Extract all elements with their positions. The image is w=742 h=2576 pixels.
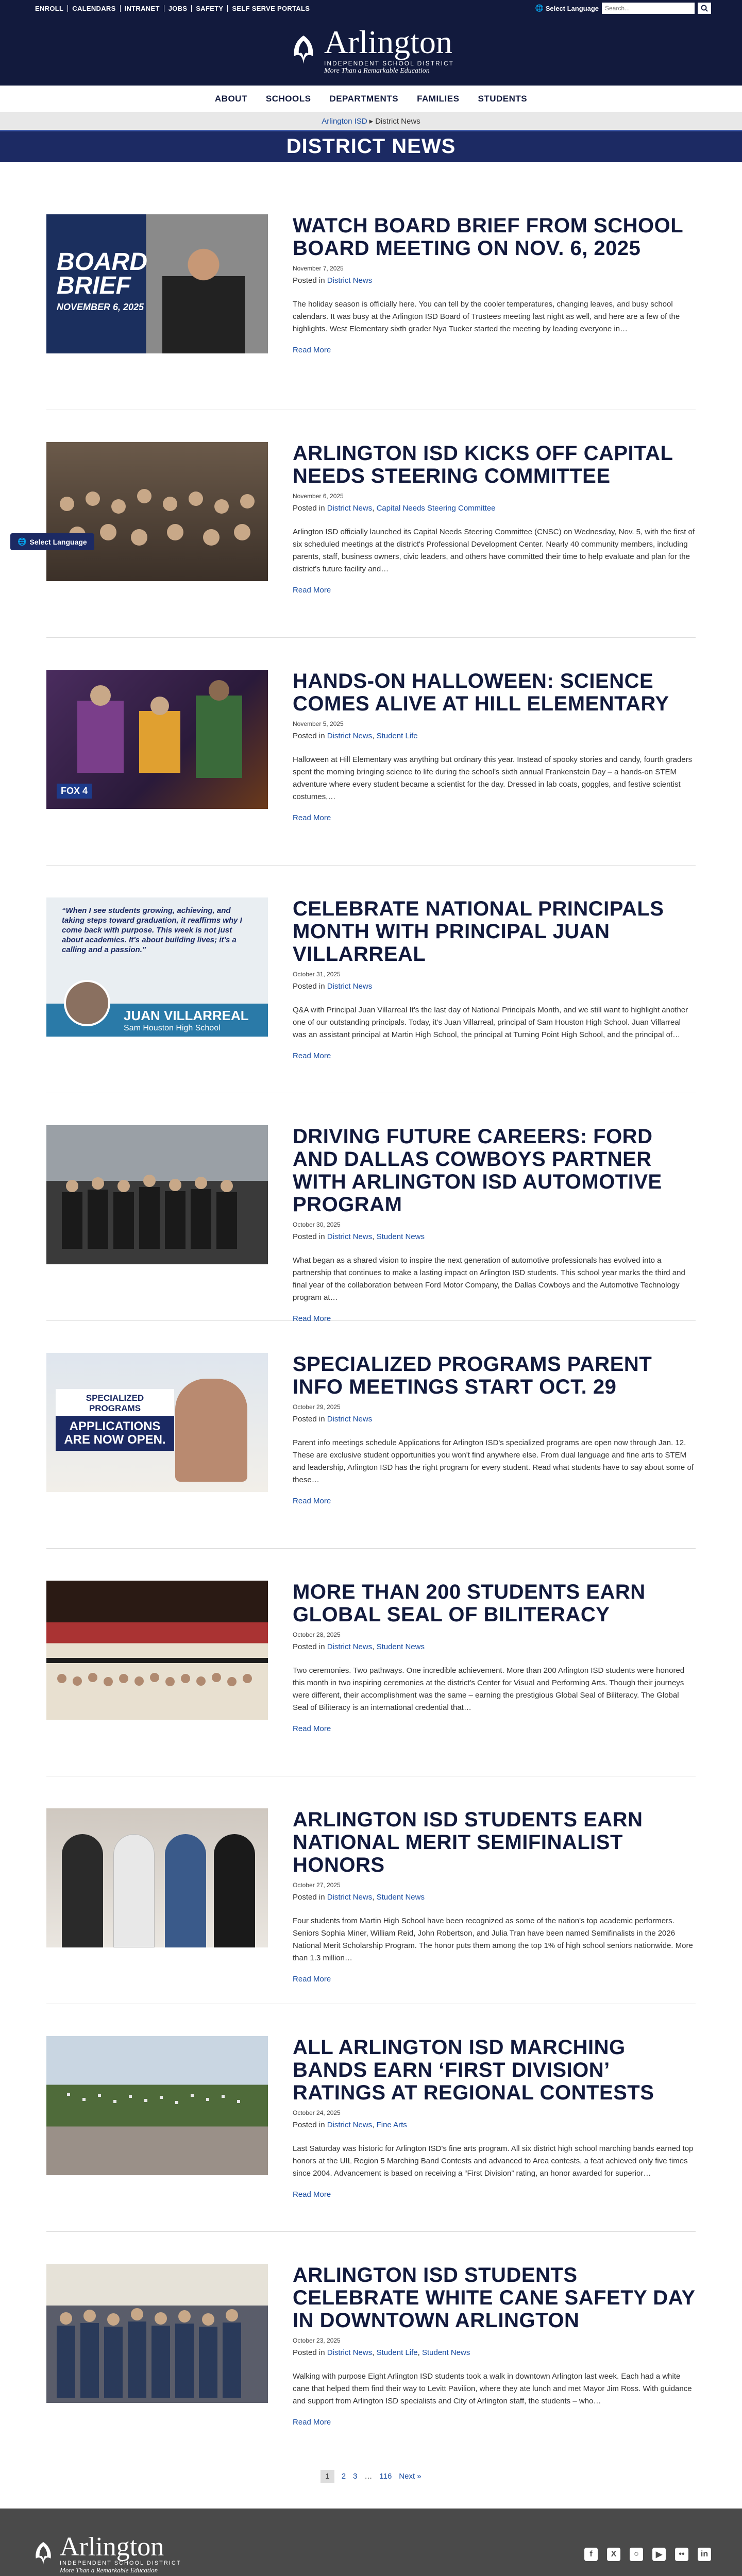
news-article xyxy=(46,638,696,866)
page-ellipsis: … xyxy=(364,2472,373,2481)
article-categories: Posted in District News, Student News xyxy=(293,1893,425,1902)
article-thumbnail[interactable] xyxy=(46,1581,268,1720)
news-article xyxy=(46,1321,696,1549)
article-excerpt: Two ceremonies. Two pathways. One incredible achievement. More than 200 Arlington ISD students were honored this month in two inspiring ceremonies at the district's Center for Visual and Performing Arts. Though their journeys were different, their accomplishment was the same – earning the prestigious Global Seal of Biliteracy. The Global Seal of Biliteracy is an international credential that… xyxy=(293,1666,685,1712)
article-categories: Posted in District News, Student News xyxy=(293,1642,425,1651)
group-photo xyxy=(46,1125,268,1264)
article-thumbnail[interactable] xyxy=(46,442,268,581)
news-article xyxy=(46,2004,696,2232)
article-categories: Posted in District News, Student Life, Student News xyxy=(293,2348,470,2357)
search-icon xyxy=(701,5,708,12)
article-categories: Posted in District News xyxy=(293,1415,373,1423)
fox4-label: FOX 4 xyxy=(57,784,92,799)
breadcrumb xyxy=(0,112,742,130)
category-link[interactable]: District News xyxy=(327,1415,373,1423)
news-article xyxy=(46,866,696,1093)
search-input[interactable] xyxy=(602,3,695,14)
student-figure xyxy=(214,1834,255,1947)
news-article xyxy=(46,1776,696,2004)
logo-name: Arlington xyxy=(324,24,452,60)
article-thumbnail[interactable] xyxy=(46,1808,268,1947)
page-current: 1 xyxy=(321,2470,334,2483)
read-more-link[interactable]: Read More xyxy=(293,346,331,354)
category-link[interactable]: District News xyxy=(327,1232,373,1241)
read-more-link[interactable]: Read More xyxy=(293,586,331,595)
article-categories: Posted in District News, Fine Arts xyxy=(293,2121,407,2129)
category-link[interactable]: Student Life xyxy=(376,732,418,740)
article-categories: Posted in District News, Student News xyxy=(293,1232,425,1241)
article-thumbnail[interactable] xyxy=(46,2036,268,2175)
utility-link-intranet[interactable]: INTRANET xyxy=(121,5,164,12)
article-excerpt: Four students from Martin High School have been recognized as some of the nation's top academic performers. Seniors Sophia Miner, William Reid, John Robertson, and Julia Tran have been named Semifinalists in the 2026 National Merit Scholarship Program. The honor puts them among the top 1% of high school seniors nationwide. More than 1.3 million… xyxy=(293,1917,693,1962)
article-excerpt: Last Saturday was historic for Arlington ISD's fine arts program. All six district high school marching bands earned top honors at the UIL Region 5 Marching Band Contests and advanced to Area contests, a feat achieved only five times since 2004. Advancement is based on receiving a “First Division” rating, an honor awarded for superior… xyxy=(293,2144,694,2178)
read-more-link[interactable]: Read More xyxy=(293,1724,331,1733)
logo-mark-icon xyxy=(31,2540,56,2569)
article-thumbnail[interactable] xyxy=(46,214,268,353)
article-title[interactable]: SPECIALIZED PROGRAMS PARENT INFO MEETINGS START OCT. 29 xyxy=(293,1353,652,1398)
principal-name: JUAN VILLARREAL xyxy=(124,1008,249,1023)
article-date: November 7, 2025 xyxy=(293,265,344,272)
footer-logo-tagline: More Than a Remarkable Education xyxy=(60,2566,158,2574)
linkedin-icon[interactable]: in xyxy=(698,2548,711,2561)
principal-quote: “When I see students growing, achieving, and taking steps toward graduation, it reaffirms why I come back with purpose. This week is not just about academics. It's about building lives; it's a calling and a passion.” xyxy=(62,906,242,954)
article-title[interactable]: ARLINGTON ISD STUDENTS EARN NATIONAL MERIT SEMIFINALIST HONORS xyxy=(293,1808,643,1876)
principal-school: Sam Houston High School xyxy=(124,1024,221,1032)
article-categories: Posted in District News, Capital Needs Steering Committee xyxy=(293,504,496,513)
article-date: October 28, 2025 xyxy=(293,1631,341,1638)
category-link[interactable]: Student News xyxy=(376,1893,425,1902)
article-title[interactable]: ARLINGTON ISD STUDENTS CELEBRATE WHITE CANE SAFETY DAY IN DOWNTOWN ARLINGTON xyxy=(293,2264,695,2332)
article-title[interactable]: HANDS-ON HALLOWEEN: SCIENCE COMES ALIVE AT HILL ELEMENTARY xyxy=(293,670,669,715)
article-thumbnail[interactable] xyxy=(46,1125,268,1264)
article-thumbnail[interactable] xyxy=(46,897,268,1037)
news-article xyxy=(46,1549,696,1776)
category-link[interactable]: District News xyxy=(327,2348,373,2357)
floating-language-label: Select Language xyxy=(29,537,87,546)
category-link[interactable]: District News xyxy=(327,982,373,991)
logo-mark-icon xyxy=(288,33,319,69)
main-nav xyxy=(0,86,742,112)
news-article xyxy=(46,410,696,638)
article-date: October 29, 2025 xyxy=(293,1403,341,1411)
logo-subtitle: INDEPENDENT SCHOOL DISTRICT xyxy=(324,60,454,67)
student-figure xyxy=(113,1834,155,1947)
article-date: November 5, 2025 xyxy=(293,720,344,727)
footer-logo-subtitle: INDEPENDENT SCHOOL DISTRICT xyxy=(60,2560,181,2566)
category-link[interactable]: District News xyxy=(327,1893,373,1902)
article-title[interactable]: WATCH BOARD BRIEF FROM SCHOOL BOARD MEETING ON NOV. 6, 2025 xyxy=(293,214,683,260)
article-excerpt: What began as a shared vision to inspire the next generation of automotive professionals has evolved into a partnership that continues to make a lasting impact on Arlington ISD students. This school year marks the third and final year of the collaboration between Ford Motor Company, the Dallas Cowboys and the Automotive Technology program at… xyxy=(293,1256,685,1302)
article-title[interactable]: ARLINGTON ISD KICKS OFF CAPITAL NEEDS STEERING COMMITTEE xyxy=(293,442,673,487)
article-thumbnail[interactable] xyxy=(46,1353,268,1492)
site-logo[interactable] xyxy=(288,24,454,75)
facebook-icon[interactable]: f xyxy=(584,2548,598,2561)
globe-icon: 🌐 xyxy=(18,537,27,546)
read-more-link[interactable]: Read More xyxy=(293,1314,331,1323)
language-label: Select Language xyxy=(545,4,599,12)
breadcrumb-current: District News xyxy=(375,116,420,126)
board-brief-date: NOVEMBER 6, 2025 xyxy=(57,302,144,312)
breadcrumb-separator: ▸ xyxy=(369,117,374,126)
youtube-icon[interactable]: ▶ xyxy=(652,2548,666,2561)
nav-departments[interactable]: DEPARTMENTS xyxy=(329,93,399,104)
article-title[interactable]: CELEBRATE NATIONAL PRINCIPALS MONTH WITH PRINCIPAL JUAN VILLARREAL xyxy=(293,897,664,965)
read-more-link[interactable]: Read More xyxy=(293,2190,331,2199)
news-article xyxy=(46,182,696,410)
article-date: October 23, 2025 xyxy=(293,2337,341,2344)
article-excerpt: Halloween at Hill Elementary was anything but ordinary this year. Instead of spooky stories and candy, fourth graders spent the morning bringing science to life during the school's sixth annual Frankenstein Day – a hands-on STEM adventure where every student became a scientist for the day. Dressed in lab coats, goggles, and festive scientist costumes,… xyxy=(293,755,693,801)
board-brief-title: BOARD BRIEF xyxy=(57,248,147,299)
page-next[interactable]: Next » xyxy=(399,2472,421,2481)
category-link[interactable]: District News xyxy=(327,1642,373,1651)
article-title[interactable]: MORE THAN 200 STUDENTS EARN GLOBAL SEAL OF BILITERACY xyxy=(293,1581,646,1626)
utility-link-safety[interactable]: SAFETY xyxy=(192,5,228,12)
article-excerpt: Walking with purpose Eight Arlington ISD students took a walk in downtown Arlington last week. Each had a white cane that helped them find their way to Levitt Pavilion, where they ate lunch and met Mayor Jim Ross. With guidance and support from Arlington ISD specialists and City of Arlington staff, the students – who… xyxy=(293,2372,692,2405)
programs-banner-line1: SPECIALIZED PROGRAMS xyxy=(56,1389,174,1418)
news-list xyxy=(46,162,696,2460)
search-button[interactable] xyxy=(698,3,711,14)
read-more-link[interactable]: Read More xyxy=(293,814,331,822)
utility-bar xyxy=(0,0,742,16)
utility-link-jobs[interactable]: JOBS xyxy=(164,5,192,12)
speaker-photo xyxy=(160,235,247,353)
article-date: October 27, 2025 xyxy=(293,1882,341,1889)
article-excerpt: Arlington ISD officially launched its Capital Needs Steering Committee (CNSC) on Wednesday, Nov. 5, with the first of six scheduled meetings at the district's Professional Development Center. Nearly 40 community members, including parents, staff, business owners, civic leaders, and others have committed their time to help evaluate and plan for the district's future facility and… xyxy=(293,528,695,573)
site-footer xyxy=(0,2509,742,2576)
breadcrumb-home[interactable]: Arlington ISD xyxy=(322,116,367,126)
principal-avatar xyxy=(64,980,110,1026)
category-link[interactable]: Student News xyxy=(376,1232,425,1241)
footer-logo[interactable] xyxy=(31,2534,181,2574)
article-excerpt: Q&A with Principal Juan Villarreal It's the last day of National Principals Month, and we still want to highlight another one of our outstanding principals. Today, it's Juan Villarreal, principal of Sam Houston High School. Juan Villarreal was an assistant principal at Martin High School, the principal at Turning Point High School, and the principal of… xyxy=(293,1006,688,1039)
read-more-link[interactable]: Read More xyxy=(293,2418,331,2427)
category-link[interactable]: District News xyxy=(327,276,373,285)
article-date: November 6, 2025 xyxy=(293,493,344,500)
group-walk-photo xyxy=(46,2264,268,2403)
read-more-link[interactable]: Read More xyxy=(293,1497,331,1505)
floating-language-button[interactable] xyxy=(10,533,94,550)
nav-schools[interactable]: SCHOOLS xyxy=(265,93,311,104)
utility-link-enroll[interactable]: ENROLL xyxy=(31,5,68,12)
nav-about[interactable]: ABOUT xyxy=(214,93,247,104)
article-date: October 31, 2025 xyxy=(293,971,341,978)
globe-icon: 🌐 xyxy=(535,4,544,12)
article-date: October 24, 2025 xyxy=(293,2109,341,2116)
flickr-icon[interactable]: •• xyxy=(675,2548,688,2561)
programs-banner-line2: APPLICATIONS ARE NOW OPEN. xyxy=(56,1416,174,1451)
category-link[interactable]: Fine Arts xyxy=(376,2121,407,2129)
news-article xyxy=(46,2232,696,2460)
article-thumbnail[interactable] xyxy=(46,2264,268,2403)
category-link[interactable]: District News xyxy=(327,504,373,513)
article-title[interactable]: DRIVING FUTURE CAREERS: FORD AND DALLAS COWBOYS PARTNER WITH ARLINGTON ISD AUTOMOTIVE PROGRAM xyxy=(293,1125,662,1216)
pagination xyxy=(46,2470,696,2483)
category-link[interactable]: Student News xyxy=(421,2348,470,2357)
article-excerpt: The holiday season is officially here. You can tell by the cooler temperatures, changing leaves, and busy school calendars. It was busy at the Arlington ISD Board of Trustees meeting last night as well, and here are a few of the highlights. West Elementary sixth grader Nya Tucker started the meeting by leading everyone in… xyxy=(293,300,680,333)
article-excerpt: Parent info meetings schedule Applications for Arlington ISD's specialized programs are open now through Jan. 12. These are exclusive student opportunities you won't find anywhere else. From dual language and fine arts to STEM and leadership, Arlington ISD has the right program for every student. Read what students have to say about some of these… xyxy=(293,1438,694,1484)
utility-link-calendars[interactable]: CALENDARS xyxy=(68,5,120,12)
category-link[interactable]: District News xyxy=(327,2121,373,2129)
x-icon[interactable]: X xyxy=(607,2548,620,2561)
page-link-2[interactable]: 2 xyxy=(341,2472,346,2481)
instagram-icon[interactable]: ○ xyxy=(630,2548,643,2561)
language-selector[interactable] xyxy=(535,4,599,12)
site-header xyxy=(0,16,742,86)
logo-tagline: More Than a Remarkable Education xyxy=(324,67,430,75)
ceremony-photo xyxy=(46,1581,268,1720)
article-categories: Posted in District News, Student Life xyxy=(293,732,418,740)
category-link[interactable]: Student Life xyxy=(376,2348,418,2357)
category-link[interactable]: District News xyxy=(327,732,373,740)
read-more-link[interactable]: Read More xyxy=(293,1975,331,1984)
category-link[interactable]: Capital Needs Steering Committee xyxy=(376,504,496,513)
stadium-photo xyxy=(46,2036,268,2175)
page-link-3[interactable]: 3 xyxy=(353,2472,358,2481)
article-date: October 30, 2025 xyxy=(293,1221,341,1228)
footer-logo-name: Arlington xyxy=(60,2532,164,2562)
student-photo xyxy=(175,1379,247,1482)
utility-link-self-serve[interactable]: SELF SERVE PORTALS xyxy=(232,4,310,12)
category-link[interactable]: Student News xyxy=(376,1642,425,1651)
utility-links xyxy=(31,5,314,12)
article-title[interactable]: ALL ARLINGTON ISD MARCHING BANDS EARN ‘FIRST DIVISION’ RATINGS AT REGIONAL CONTESTS xyxy=(293,2036,654,2104)
student-figure xyxy=(165,1834,206,1947)
article-categories: Posted in District News xyxy=(293,982,373,991)
page-title: DISTRICT NEWS xyxy=(286,135,456,158)
read-more-link[interactable]: Read More xyxy=(293,1052,331,1060)
student-figure xyxy=(62,1834,103,1947)
article-categories: Posted in District News xyxy=(293,276,373,285)
crowd-photo xyxy=(46,442,268,581)
news-article xyxy=(46,1093,696,1321)
nav-students[interactable]: STUDENTS xyxy=(478,93,528,104)
social-links xyxy=(584,2548,711,2561)
page-link-last[interactable]: 116 xyxy=(379,2472,392,2481)
article-thumbnail[interactable] xyxy=(46,670,268,809)
page-banner xyxy=(0,130,742,162)
nav-families[interactable]: FAMILIES xyxy=(417,93,460,104)
